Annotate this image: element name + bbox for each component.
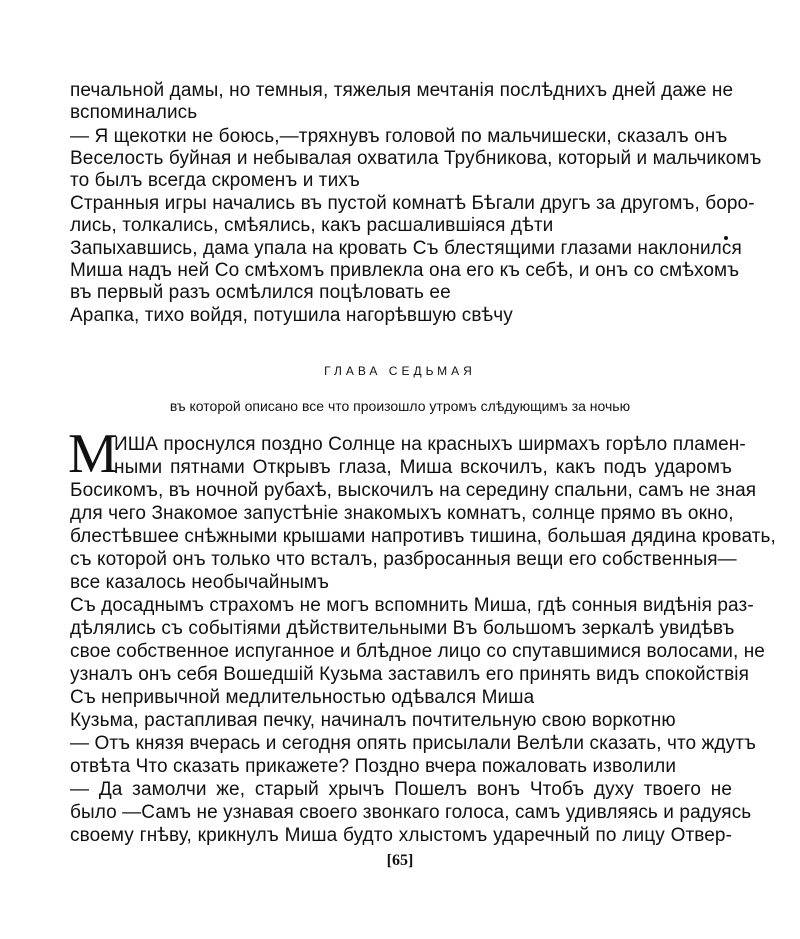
text-line: Съ досаднымъ страхомъ не могъ вспомнить Миша, гдѣ сонныя видѣнія раз- — [70, 595, 754, 616]
text-line: — Да замолчи же, старый хрычъ Пошелъ вонъ Чтобъ духу твоего не — [70, 779, 732, 800]
text-line: для чего Знакомое запустѣніе знакомыхъ комнатъ, солнце прямо въ окно, — [70, 503, 734, 524]
text-line: ными пятнами Открывъ глаза, Миша вскочилъ, какъ подъ ударомъ — [114, 457, 732, 478]
text-line: въ первый разъ осмѣлился поцѣловать ее — [70, 282, 451, 303]
text-line: Странныя игры начались въ пустой комнатѣ Бѣгали другъ за другомъ, боро- — [70, 193, 755, 214]
text-line: Веселость буйная и небывалая охватила Трубникова, который и мальчикомъ — [70, 148, 762, 169]
drop-cap: М — [68, 423, 118, 485]
chapter-title: ГЛАВА СЕДЬМАЯ — [324, 364, 476, 378]
text-line: печальной дамы, но темныя, тяжелыя мечтанія послѣднихъ дней даже не — [70, 80, 734, 101]
page-number: [65] — [386, 852, 414, 869]
text-line: вспоминались — [70, 102, 198, 123]
text-line: Кузьма, растапливая печку, начиналъ почтительную свою воркотню — [70, 710, 676, 731]
text-line: ИША проснулся поздно Солнце на красныхъ ширмахъ горѣло пламен- — [114, 434, 746, 455]
text-line: все казалось необычайнымъ — [70, 572, 329, 593]
text-line: то былъ всегда скроменъ и тихъ — [70, 170, 360, 191]
text-line: своему гнѣву, крикнулъ Миша будто хлыстомъ ударечный по лицу Отвер- — [70, 825, 732, 846]
text-line: съ которой онъ только что всталъ, разбросанныя вещи его собственныя— — [70, 549, 737, 570]
text-line: блестѣвшее снѣжными крышами напротивъ тишина, большая дядина кровать, — [70, 526, 776, 547]
text-line: Арапка, тихо войдя, потушила нагорѣвшую свѣчу — [70, 305, 513, 326]
text-line: — Отъ князя вчерась и сегодня опять присылали Велѣли сказать, что ждутъ — [70, 733, 756, 754]
text-line: свое собственное испуганное и блѣдное лицо со спутавшимися волосами, не — [70, 641, 765, 662]
text-line: дѣлялись съ событіями дѣйствительными Въ большомъ зеркалѣ увидѣвъ — [70, 618, 735, 639]
text-line: лись, толкались, смѣялись, какъ расшалившіяся дѣти — [70, 215, 554, 236]
text-line: Запыхавшись, дама упала на кровать Съ блестящими глазами наклонился — [70, 238, 742, 259]
text-line: узналъ онъ себя Вошедшій Кузьма заставилъ его принять видъ спокойствія — [70, 664, 750, 685]
text-line: Миша надъ ней Со смѣхомъ привлекла она его къ себѣ, и онъ со смѣхомъ — [70, 260, 740, 281]
text-line: Босикомъ, въ ночной рубахѣ, выскочилъ на середину спальни, самъ не зная — [70, 480, 757, 501]
chapter-subtitle: въ которой описано все что произошло утромъ слѣдующимъ за ночью — [169, 398, 631, 414]
text-line: было —Самъ не узнавая своего звонкаго голоса, самъ удивляясь и радуясь — [70, 802, 752, 823]
text-line: Съ непривычной медлительностью одѣвался Миша — [70, 687, 535, 708]
text-line: отвѣта Что сказать прикажете? Поздно вчера пожаловать изволили — [70, 756, 677, 777]
text-line: — Я щекотки не боюсь,—тряхнувъ головой по мальчишески, сказалъ онъ — [70, 126, 728, 147]
